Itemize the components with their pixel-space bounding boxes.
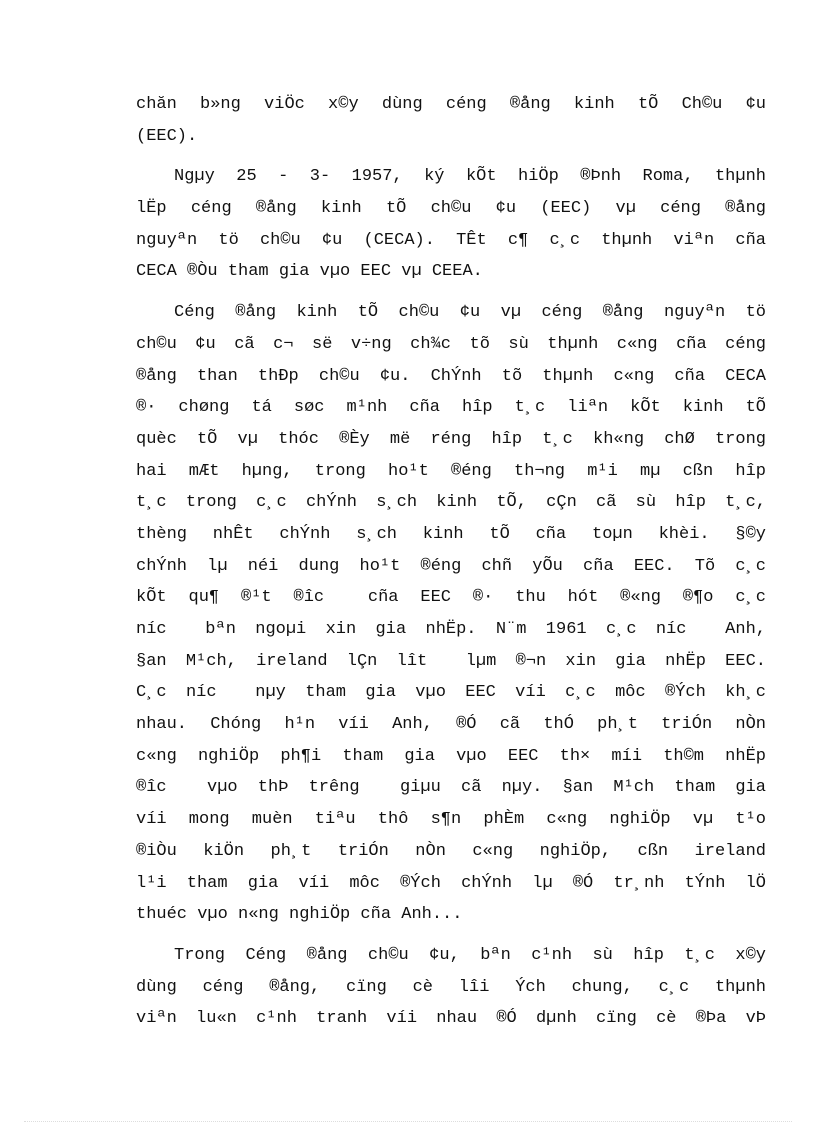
text-line: nhau. Chóng h¹n víi Anh, ®Ó cã thÓ ph¸t triÓn nÒn [136,715,766,735]
text-line: Trong Céng ®ång ch©u ¢u, bªn c¹nh sù hîp t¸c x©y [174,945,766,965]
text-line: nguyªn tö ch©u ¢u (CECA). TÊt c¶ c¸c thµnh viªn cña [136,230,766,250]
paragraph-4 [136,940,766,1035]
text-line: §an M¹ch, ireland lÇn lît lµm ®¬n xin gia nhËp EEC. [136,651,766,671]
text-line: níc bªn ngoµi xin gia nhËp. N¨m 1961 c¸c níc Anh, [136,620,766,639]
paragraph-3 [136,297,766,931]
text-line: ®iÒu kiÖn ph¸t triÓn nÒn c«ng nghiÖp, cßn ireland [136,841,766,861]
text-line: víi mong muèn tiªu thô s¶n phÈm c«ng nghiÖp vµ t¹o [136,810,766,830]
text-line: ®îc vµo thÞ trêng giµu cã nµy. §an M¹ch tham gia [136,778,766,798]
text-line: CECA ®Òu tham gia vµo EEC vµ CEEA. [136,262,483,282]
text-line: ®· chøng tá søc m¹nh cña hîp t¸c liªn kÕt kinh tÕ [136,398,766,418]
text-line: hai mÆt hµng, trong ho¹t ®éng th¬ng m¹i mµ cßn hîp [136,461,766,481]
text-line: lËp céng ®ång kinh tÕ ch©u ¢u (EEC) vµ céng ®ång [136,199,766,219]
document-body [136,89,766,1035]
text-line: ®ång than thÐp ch©u ¢u. ChÝnh tõ thµnh c«ng cña CECA [136,366,766,386]
text-line: chÝnh lµ néi dung ho¹t ®éng chñ yÕu cña EEC. Tõ c¸c [136,556,766,576]
text-line: thuéc vµo n«ng nghiÖp cña Anh... [136,905,463,925]
text-line: chăn b»ng viÖc x©y dùng céng ®ång kinh tÕ Ch©u ¢u [136,95,766,114]
text-line: t¸c trong c¸c chÝnh s¸ch kinh tÕ, cÇn cã sù hîp t¸c, [136,493,766,513]
text-line: l¹i tham gia víi môc ®Ých chÝnh lµ ®Ó tr¸nh tÝnh lÖ [136,873,766,893]
paragraph-2 [136,161,766,288]
text-line: dùng céng ®ång, cïng cè lîi Ých chung, c¸c thµnh [136,977,766,997]
text-line: Céng ®ång kinh tÕ ch©u ¢u vµ céng ®ång nguyªn tö [174,303,766,323]
text-line: viªn lu«n c¹nh tranh víi nhau ®Ó dµnh cïng cè ®Þa vÞ [136,1009,766,1029]
text-line: C¸c níc nµy tham gia vµo EEC víi c¸c môc ®Ých kh¸c [136,683,766,703]
text-line: (EEC). [136,126,198,146]
text-line: ch©u ¢u cã c¬ së v÷ng ch¾c tõ sù thµnh c«ng cña céng [136,334,766,354]
text-line: kÕt qu¶ ®¹t ®îc cña EEC ®· thu hót ®«ng ®¶o c¸c [136,588,766,608]
text-line: Ngµy 25 - 3- 1957, ký kÕt hiÖp ®Þnh Roma, thµnh [174,167,766,187]
text-line: thèng nhÊt chÝnh s¸ch kinh tÕ cña toµn khèi. §©y [136,524,766,544]
text-line: c«ng nghiÖp ph¶i tham gia vµo EEC th× míi th©m nhËp [136,746,766,766]
text-line: quèc tÕ vµ thóc ®Èy më réng hîp t¸c kh«ng chØ trong [136,429,766,449]
paragraph-1 [136,89,766,152]
page-bottom-divider [24,1121,792,1122]
